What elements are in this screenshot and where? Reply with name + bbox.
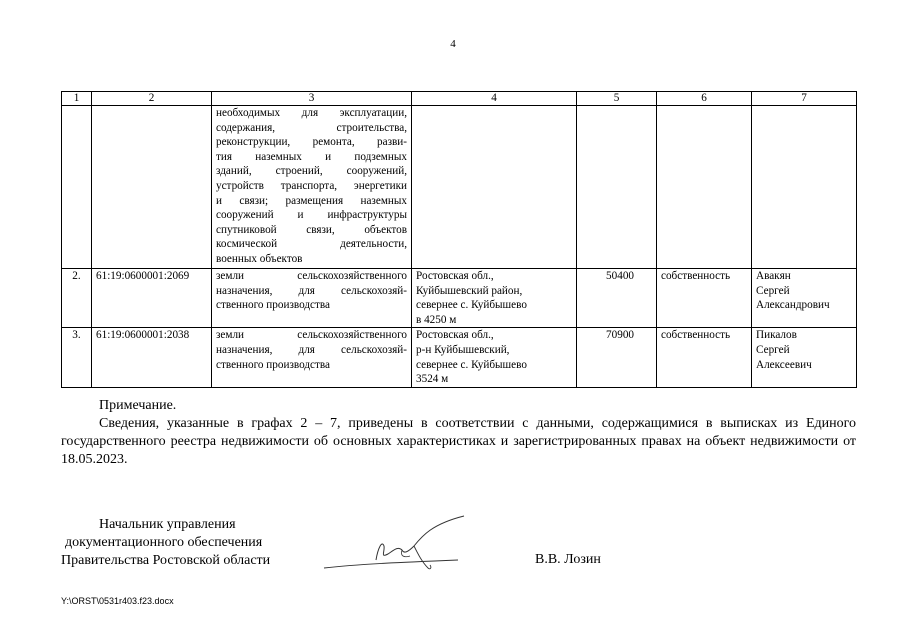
text-line: Сергей [756,343,790,356]
text-line: Ростовская обл., [416,270,494,282]
cell-area: 50400 [577,269,657,328]
cell-empty [92,106,212,269]
signatory-title-line: Начальник управления [99,517,236,532]
text-line: космической деятельности, [216,238,407,251]
text-line: назначения, для сельскохозяй- [216,343,407,356]
text-line: Алексеевич [756,358,812,371]
col-header-4: 4 [412,92,577,106]
text-line: в 4250 м [416,313,457,326]
text-line: севернее с. Куйбышево [416,299,527,312]
text-line: устройств транспорта, энергетики [216,179,407,192]
cell-location [412,269,577,328]
table-row [62,328,857,387]
cell-category [212,328,412,387]
cell-cadastral-number: 61:19:0600001:2038 [92,328,212,387]
text-line: 3524 м [416,373,449,386]
note-title: Примечание. [99,398,177,413]
text-line: содержания, строительства, [216,121,407,134]
text-line: Куйбышевский район, [416,284,523,297]
text-line: севернее с. Куйбышево [416,358,527,371]
text-line: ственного производства [216,299,331,312]
cell-empty [577,106,657,269]
handwritten-signature [318,510,468,580]
text-line: Сергей [756,284,790,297]
text-line: земли сельскохозяйственного [216,329,407,342]
land-plots-table [61,91,857,388]
cell-number: 3. [62,328,92,387]
cell-empty [412,106,577,269]
cell-category-continued [212,106,412,269]
cell-owner [752,269,857,328]
text-line: земли сельскохозяйственного [216,270,407,282]
text-line: реконструкции, ремонта, разви- [216,136,407,149]
cell-area: 70900 [577,328,657,387]
cell-empty [752,106,857,269]
cell-right-type: собственность [657,269,752,328]
table-header-row [62,92,857,106]
col-header-6: 6 [657,92,752,106]
signatory-title-line: Правительства Ростовской области [61,553,271,568]
text-line: Авакян [756,270,791,282]
text-line: и связи; размещения наземных [216,194,407,207]
cell-empty [657,106,752,269]
signatory-title-line: документационного обеспечения [65,535,263,550]
note-block [61,397,856,469]
text-line: спутниковой связи, объектов [216,223,407,236]
col-header-7: 7 [752,92,857,106]
note-text: Сведения, указанные в графах 2 – 7, приведены в соответствии с данными, содержащимися в выписках из Единого государственного реестра недвижимости об основных характеристиках и зарегистрированных правах на объект недвижимости от 18.05.2023. [61,416,856,467]
text-line: р-н Куйбышевский, [416,343,510,356]
cell-category [212,269,412,328]
text-line: ственного производства [216,358,331,371]
text-line: назначения, для сельскохозяй- [216,284,407,297]
cell-right-type: собственность [657,328,752,387]
text-line: необходимых для эксплуатации, [216,107,407,119]
col-header-2: 2 [92,92,212,106]
cell-location [412,328,577,387]
table-row-continuation [62,106,857,269]
text-line: сооружений и инфраструктуры [216,209,407,222]
col-header-3: 3 [212,92,412,106]
signatory-name: В.В. Лозин [535,552,601,567]
col-header-1: 1 [62,92,92,106]
signatory-title [61,516,270,570]
text-line: зданий, строений, сооружений, [216,165,407,178]
cell-owner [752,328,857,387]
text-line: военных объектов [216,252,303,265]
page-number: 4 [450,38,456,50]
col-header-5: 5 [577,92,657,106]
table-row [62,269,857,328]
cell-cadastral-number: 61:19:0600001:2069 [92,269,212,328]
text-line: Пикалов [756,329,797,342]
text-line: Александрович [756,299,830,312]
file-path: Y:\ORST\0531r403.f23.docx [61,596,174,606]
text-line: тия наземных и подземных [216,150,407,163]
text-line: Ростовская обл., [416,329,494,342]
cell-empty [62,106,92,269]
cell-number: 2. [62,269,92,328]
